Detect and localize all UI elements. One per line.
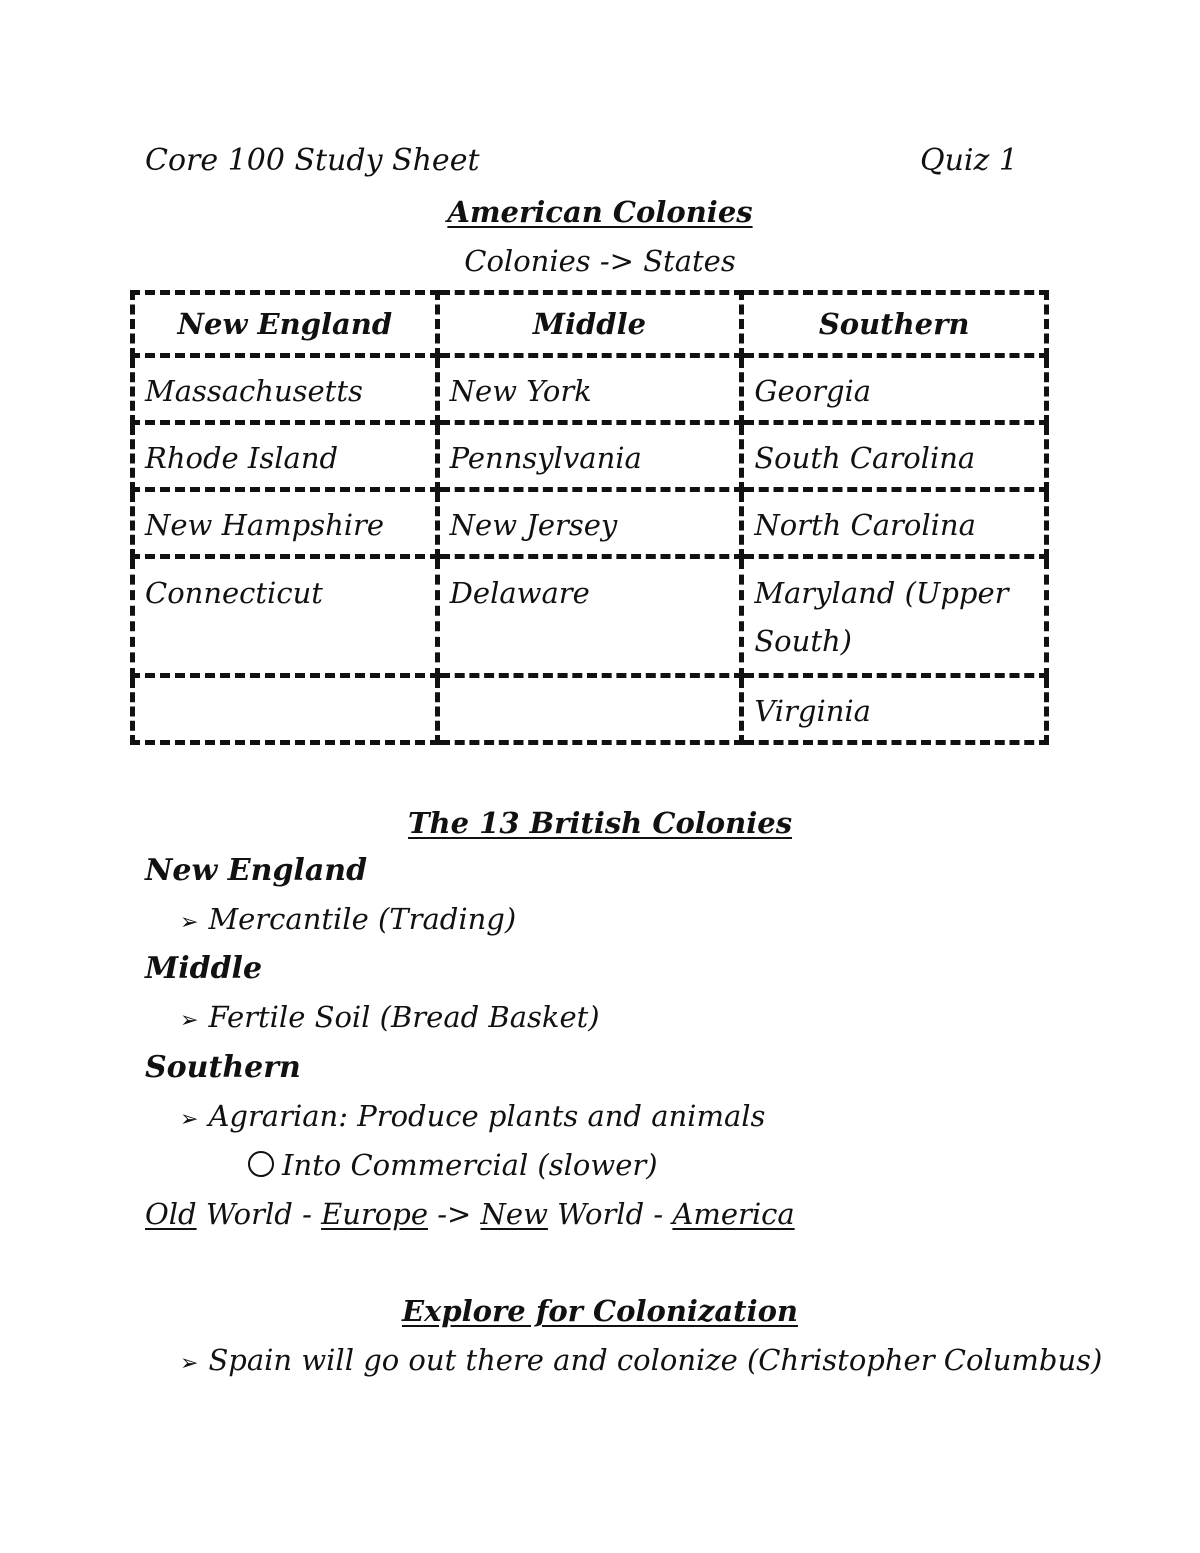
colonies-table	[130, 290, 1049, 745]
sub-list-item: Into Commercial (slower)	[248, 1148, 658, 1182]
list-item: ➢ Agrarian: Produce plants and animals	[180, 1099, 766, 1133]
table-cell: Delaware	[437, 557, 742, 676]
table-cell: Pennsylvania	[437, 423, 742, 490]
table-cell	[133, 676, 438, 743]
header-quiz: Quiz 1	[920, 143, 1018, 178]
section-title-british-colonies: The 13 British Colonies	[407, 806, 793, 840]
table-cell: Georgia	[742, 356, 1047, 423]
table-cell: South Carolina	[742, 423, 1047, 490]
arrow-bullet-icon: ➢	[180, 1351, 199, 1376]
column-header: Middle	[437, 293, 742, 356]
arrow-bullet-icon: ➢	[180, 910, 199, 935]
column-header: New England	[133, 293, 438, 356]
region-heading-middle: Middle	[145, 951, 263, 986]
table-cell	[437, 676, 742, 743]
section-title-explore: Explore for Colonization	[401, 1294, 799, 1328]
table-row	[133, 423, 1047, 490]
circle-bullet-icon	[248, 1151, 274, 1177]
table-row	[133, 676, 1047, 743]
table-header-row	[133, 293, 1047, 356]
column-header: Southern	[742, 293, 1047, 356]
region-heading-new-england: New England	[145, 853, 368, 888]
table-cell: New Hampshire	[133, 490, 438, 557]
list-item: ➢ Mercantile (Trading)	[180, 902, 517, 936]
table-cell: Rhode Island	[133, 423, 438, 490]
arrow-bullet-icon: ➢	[180, 1008, 199, 1033]
table-cell: Virginia	[742, 676, 1047, 743]
table-row	[133, 490, 1047, 557]
list-item: ➢ Spain will go out there and colonize (Christopher Columbus)	[180, 1343, 1103, 1377]
table-cell: North Carolina	[742, 490, 1047, 557]
table-cell: Connecticut	[133, 557, 438, 676]
section-title-american-colonies: American Colonies	[447, 195, 753, 229]
table-cell: New York	[437, 356, 742, 423]
arrow-bullet-icon: ➢	[180, 1107, 199, 1132]
list-item: ➢ Fertile Soil (Bread Basket)	[180, 1000, 600, 1034]
header-title: Core 100 Study Sheet	[145, 143, 480, 178]
table-row	[133, 557, 1047, 676]
table-cell: Maryland (Upper South)	[742, 557, 1047, 676]
table-cell: Massachusetts	[133, 356, 438, 423]
region-heading-southern: Southern	[145, 1050, 301, 1085]
old-new-world-line: Old World - Europe -> New World - America	[145, 1197, 795, 1231]
table-cell: New Jersey	[437, 490, 742, 557]
table-row	[133, 356, 1047, 423]
section-subtitle: Colonies -> States	[464, 244, 736, 278]
